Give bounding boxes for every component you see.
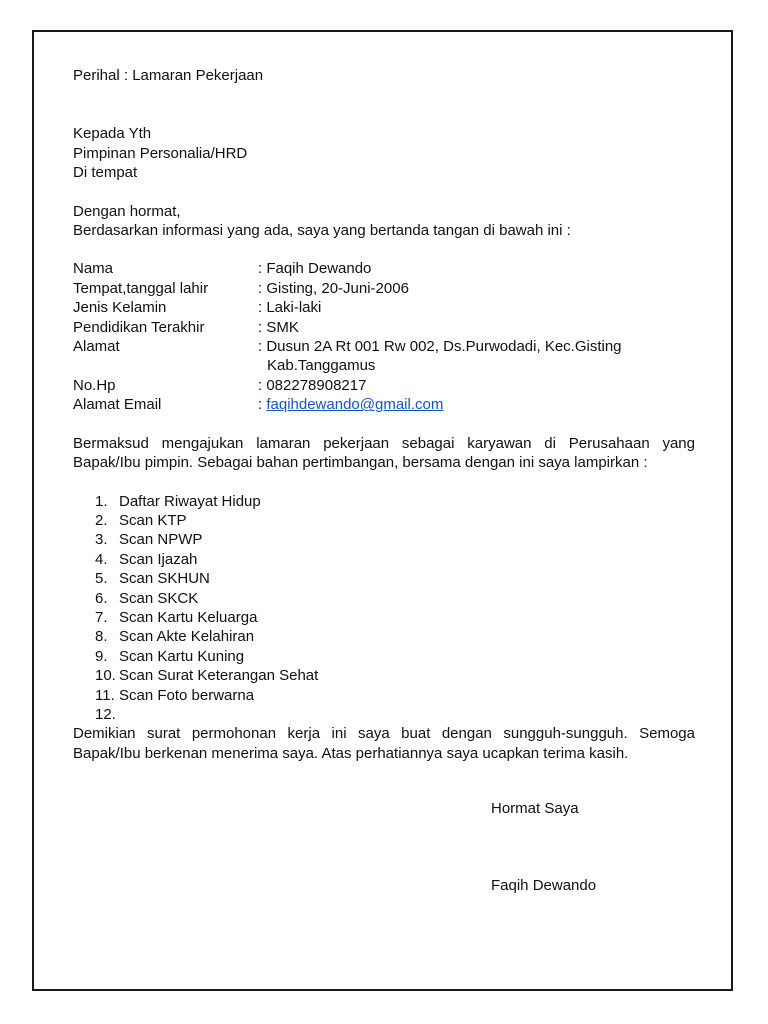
list-number: 3. bbox=[95, 531, 108, 549]
identity-value-block bbox=[258, 395, 695, 414]
recipient-line: Kepada Yth bbox=[73, 125, 152, 143]
list-item-text: Scan Kartu Keluarga bbox=[119, 608, 258, 626]
letter-body bbox=[73, 66, 695, 763]
identity-label: Pendidikan Terakhir bbox=[73, 318, 205, 336]
identity-colon: : bbox=[258, 396, 267, 414]
identity-value: : SMK bbox=[258, 318, 299, 336]
identity-row bbox=[73, 395, 695, 414]
list-number: 2. bbox=[95, 511, 108, 529]
purpose-line: Bermaksud mengajukan lamaran pekerjaan sebagai karyawan di Perusahaan yang bbox=[73, 434, 695, 452]
recipient-line: Pimpinan Personalia/HRD bbox=[73, 144, 248, 162]
identity-value: : Faqih Dewando bbox=[258, 260, 372, 278]
list-item-text: Scan Ijazah bbox=[119, 550, 198, 568]
list-item-text: Scan Foto berwarna bbox=[119, 686, 255, 704]
list-number: 11. bbox=[95, 686, 115, 704]
email-link[interactable]: faqihdewando@gmail.com bbox=[266, 396, 444, 414]
list-number: 5. bbox=[95, 570, 108, 588]
list-item-text: Scan KTP bbox=[119, 511, 187, 529]
closing-line: Bapak/Ibu berkenan menerima saya. Atas perhatiannya saya ucapkan terima kasih. bbox=[73, 744, 629, 762]
list-item bbox=[73, 589, 695, 608]
identity-row bbox=[73, 337, 695, 376]
intro-text: Berdasarkan informasi yang ada, saya yang bertanda tangan di bawah ini : bbox=[73, 222, 571, 240]
signer-name: Faqih Dewando bbox=[491, 877, 597, 894]
list-item-text: Scan SKCK bbox=[119, 589, 199, 607]
list-item bbox=[73, 492, 695, 511]
identity-value-continuation: Kab.Tanggamus bbox=[267, 357, 376, 375]
list-item-text: Scan Akte Kelahiran bbox=[119, 628, 255, 646]
identity-label: Nama bbox=[73, 260, 114, 278]
identity-label: No.Hp bbox=[73, 376, 116, 394]
list-item bbox=[73, 608, 695, 627]
list-item bbox=[73, 627, 695, 646]
list-number: 10. bbox=[95, 667, 116, 685]
list-number: 9. bbox=[95, 647, 108, 665]
recipient-block bbox=[73, 124, 695, 182]
identity-row bbox=[73, 376, 695, 395]
list-item bbox=[73, 550, 695, 569]
identity-label: Jenis Kelamin bbox=[73, 299, 167, 317]
list-item-text: Scan Surat Keterangan Sehat bbox=[119, 667, 319, 685]
subject-line: Perihal : Lamaran Pekerjaan bbox=[73, 67, 264, 84]
attachment-list bbox=[73, 492, 695, 725]
list-item bbox=[73, 666, 695, 685]
list-number: 12. bbox=[95, 705, 116, 723]
list-number: 4. bbox=[95, 550, 108, 568]
identity-row bbox=[73, 318, 695, 337]
identity-label: Alamat bbox=[73, 338, 120, 356]
list-item bbox=[73, 530, 695, 549]
identity-label: Alamat Email bbox=[73, 396, 162, 414]
list-number: 7. bbox=[95, 608, 108, 626]
identity-row bbox=[73, 259, 695, 278]
identity-label: Tempat,tanggal lahir bbox=[73, 279, 209, 297]
list-number: 8. bbox=[95, 628, 108, 646]
list-item bbox=[73, 511, 695, 530]
purpose-line: Bapak/Ibu pimpin. Sebagai bahan pertimbangan, bersama dengan ini saya lampirkan : bbox=[73, 454, 648, 472]
list-item-text: Scan Kartu Kuning bbox=[119, 647, 245, 665]
identity-value: : Dusun 2A Rt 001 Rw 002, Ds.Purwodadi, Kec.Gisting bbox=[258, 338, 622, 356]
recipient-line: Di tempat bbox=[73, 164, 138, 182]
identity-row bbox=[73, 279, 695, 298]
list-item-text: Scan SKHUN bbox=[119, 570, 210, 588]
list-item-text: Scan NPWP bbox=[119, 531, 203, 549]
list-item bbox=[73, 705, 695, 724]
identity-value: : Gisting, 20-Juni-2006 bbox=[258, 279, 409, 297]
list-item-text: Daftar Riwayat Hidup bbox=[119, 492, 261, 510]
identity-value: : 082278908217 bbox=[258, 376, 367, 394]
list-item bbox=[73, 569, 695, 588]
list-item bbox=[73, 647, 695, 666]
identity-row bbox=[73, 298, 695, 317]
identity-value: : Laki-laki bbox=[258, 299, 322, 317]
list-number: 6. bbox=[95, 589, 108, 607]
closing-line: Demikian surat permohonan kerja ini saya buat dengan sungguh-sungguh. Semoga bbox=[73, 725, 695, 743]
signoff-text: Hormat Saya bbox=[491, 800, 579, 817]
list-number: 1. bbox=[95, 492, 108, 510]
identity-table bbox=[73, 259, 695, 414]
greeting: Dengan hormat, bbox=[73, 202, 181, 220]
identity-value-block bbox=[258, 337, 695, 376]
list-item bbox=[73, 686, 695, 705]
